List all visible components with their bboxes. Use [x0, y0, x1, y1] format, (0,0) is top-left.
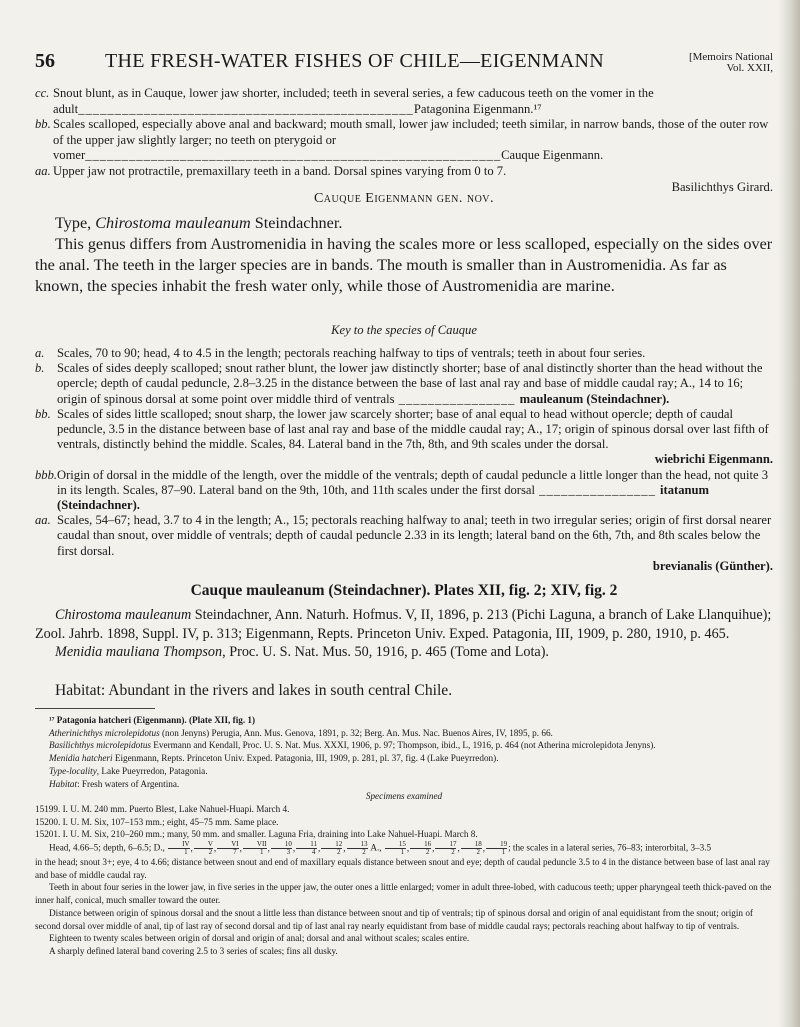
key-entry-taxon: brevianalis (Günther). [652, 558, 773, 573]
fin-fraction: $\frac{13}{2}$ [347, 841, 368, 856]
specimen-line: 15201. I. U. M. Six, 210–260 mm.; many, 50 mm. and smaller. Laguna Fria, draining into Lake Nahuel-Huapi. March 8. [35, 829, 478, 840]
fin-fraction: $\frac{15}{1}$ [385, 841, 406, 856]
key-entry: cc. Snout blunt, as in Cauque, lower jaw shorter, included; teeth in several series, a few caducous teeth on the vomer in the adult______________________________________________Patagonina Eigenmann.¹⁷ [35, 86, 654, 116]
footnote-rule [35, 708, 155, 709]
species-key-heading: Key to the species of Cauque [331, 323, 477, 337]
fin-fraction: $\frac{VI}{7}$ [217, 841, 238, 856]
footnote-paragraph: Eighteen to twenty scales between origin of dorsal and origin of anal; dorsal and anal without scales; scales entire. [49, 933, 470, 944]
key-entry: b. Scales of sides deeply scalloped; snout rather blunt, the lower jaw distinctly shorter; base of anal distinctly shorter than the head without the opercle; depth of caudal peduncle, 2.8–3.25 in the distance between the base of last anal ray and base of middle caudal ray; A., 14 to 16; origin of spinous dorsal at some point over middle third of ventrals ________________ mauleanum (Steindachner). [35, 361, 763, 406]
fin-fraction: $\frac{19}{1}$ [486, 841, 507, 856]
synonym-entry: Menidia mauliana Thompson, Proc. U. S. Nat. Mus. 50, 1916, p. 465 (Tome and Lota). [55, 644, 549, 661]
page-number: 56 [35, 50, 55, 72]
genus-type-line: Type, Chirostoma mauleanum Steindachner. [55, 214, 343, 232]
fin-fraction: $\frac{18}{2}$ [461, 841, 482, 856]
fin-fraction: VII 1 [243, 841, 267, 856]
synonym-entry: Chirostoma mauleanum Steindachner, Ann. Naturh. Hofmus. V, II, 1896, p. 213 (Pichi Laguna, a branch of Lake Llanquihue); Zool. Jahrb. 1898, Suppl. IV, p. 313; Eigenmann, Repts. Princeton Univ. Exped. Patagonia, III, 1909, p. 280, 1910, p. 465. [35, 607, 772, 642]
fin-fraction: $\frac{16}{2}$ [410, 841, 431, 856]
key-entry: a. Scales, 70 to 90; head, 4 to 4.5 in the length; pectorals reaching halfway to tips of ventrals; teeth in about four series. [35, 346, 646, 360]
key-entry-taxon: wiebrichi Eigenmann. [654, 452, 773, 467]
species-heading: Cauque mauleanum (Steindachner). Plates XII, fig. 2; XIV, fig. 2 [190, 582, 618, 599]
fin-fraction: $\frac{12}{2}$ [321, 841, 342, 856]
genus-key-continued [35, 86, 773, 195]
fin-fraction: $\frac{10}{3}$ [271, 841, 292, 856]
footnote-line: Type-locality, Lake Pueyrredon, Patagonia. [49, 765, 208, 776]
dorsal-formula: $\frac{IV}{1}$ , $\frac{V}{2}$ , $\frac{VI}{7}$ , VII 1 , $\frac{10}{3}$ , $\frac{11}{4}$ , $\frac{12}{2}$ , $\frac{13}{2}$ [167, 843, 368, 853]
key-entry: bb. Scales scalloped, especially above anal and backward; mouth small, lower jaw included; teeth similar, in narrow bands, those of the outer row of the upper jaw slightly larger; no teeth on pterygoid or vomer_________________________________________________________Cauque Eigenmann. [35, 117, 769, 163]
running-header [35, 50, 773, 80]
scan-edge-shadow [778, 0, 800, 1027]
footnote-line: Atherinichthys microlepidotus (non Jenyns) Perugia, Ann. Mus. Genova, 1891, p. 32; Berg. An. Mus. Nac. Buenos Aires, IV, 1895, p. 66. [49, 727, 553, 738]
key-entry: aa. Scales, 54–67; head, 3.7 to 4 in the length; A., 15; pectorals reaching halfway to anal; teeth in two irregular series; origin of first dorsal nearer caudal than snout, over middle of ventrals; depth of caudal peduncle 2.33 in its length; lateral band on the 6th, 7th, and 8th scales below the first dorsal. [35, 513, 772, 558]
genus-text: This genus differs from Austromenidia in having the scales more or less scalloped, especially on the sides over the anal. The teeth in the larger species are in bands. The mouth is smaller than in Austromenidia. As far as known, the species inhabit the fresh water only, while those of Austromenidia are marine. [35, 235, 773, 295]
fin-formula: Head, 4.66–5; depth, 6–6.5; D., $\frac{IV}{1}$ , $\frac{V}{2}$ , $\frac{VI}{7}$ , VII 1 , $\frac{10}{3}$ , $\frac{11}{4}$ , $\frac{12}{2}$ , $\frac{13}{2}$ A., $\frac{15}{1}$ , $\frac{16}{2}$ , $\frac{17}{2}$ , $\frac{18}{2}$ , $\frac{19}{1}$ ; the scales in a lateral series, 76–83; interorbital, 3–3.5 [49, 840, 712, 857]
footnote-line: Habitat: Fresh waters of Argentina. [49, 778, 180, 789]
specimens-heading: Specimens examined [365, 791, 443, 802]
footnote-paragraph: A sharply defined lateral band covering 2.5 to 3 series of scales; fins all dusky. [49, 945, 338, 956]
series-line-1: [Memoirs National [688, 51, 773, 63]
footnote-title: ¹⁷ Patagonia hatcheri (Eigenmann). (Plate XII, fig. 1) [49, 715, 256, 725]
footnote-paragraph: in the head; snout 3+; eye, 4 to 4.66; distance between snout and end of maxillary equals distance between snout and eye; depth of caudal peduncle 3.5 to 4 in the distance between base of last anal ray and base of middle caudal ray. [35, 857, 770, 880]
genus-description [35, 213, 773, 297]
fin-fraction: $\frac{V}{2}$ [194, 841, 213, 856]
footnote-paragraph: Distance between origin of spinous dorsal and the snout a little less than distance between snout and tip of ventrals; tip of spinous dorsal and origin of anal equidistant from the snout; origin of second dorsal over middle of anal, tip of last ray of second dorsal and tip of last anal ray nearly equidistant from base of middle caudal rays; pectorals reaching about halfway to tip of ventrals. [35, 907, 753, 931]
fin-fraction: $\frac{IV}{1}$ [168, 841, 189, 856]
anal-formula: $\frac{15}{1}$ , $\frac{16}{2}$ , $\frac{17}{2}$ , $\frac{18}{2}$ , $\frac{19}{1}$ [384, 843, 508, 853]
series-info [689, 52, 773, 74]
fin-fraction: $\frac{11}{4}$ [296, 841, 317, 856]
habitat-line: Habitat: Abundant in the rivers and lakes in south central Chile. [55, 682, 453, 699]
footnote-paragraph: Teeth in about four series in the lower jaw, in five series in the upper jaw, the outer ones a little enlarged; vomer in adult three-lobed, with caducous teeth; upper pharyngeal teeth thick-paved on the inner half, conical, much smaller toward the outer. [35, 882, 772, 906]
key-entry: aa. Upper jaw not protractile, premaxillary teeth in a band. Dorsal spines varying from 0 to 7. [35, 163, 507, 178]
species-key [35, 346, 773, 574]
genus-heading: Cauque Eigenmann gen. nov. [313, 191, 495, 206]
specimen-line: 15199. I. U. M. 240 mm. Puerto Blest, Lake Nahuel-Huapi. March 4. [35, 803, 290, 814]
footnote-line: Menidia hatcheri Eigenmann, Repts. Princeton Univ. Exped. Patagonia, III, 1909, p. 281, pl. 37, fig. 4 (Lake Pueyrredon). [49, 753, 499, 764]
key-entry: bb. Scales of sides little scalloped; snout sharp, the lower jaw scarcely shorter; base of anal equal to head without opercle; depth of caudal peduncle, 3.5 in the distance between base of last anal ray and base of the middle caudal ray; A., 17; origin of spinous dorsal over last fifth of ventrals, distinctly behind the middle. Scales, 84. Lateral band in the 7th, 8th, and 9th scales under the dorsal. [35, 406, 769, 452]
footnote [35, 714, 773, 958]
footnote-line: Basilichthys microlepidotus Evermann and Kendall, Proc. U. S. Nat. Mus. XXXI, 1906, p. 97; Thompson, ibid., L, 1916, p. 464 (not Atherina microlepidota Jenyns). [49, 740, 656, 751]
key-entry: bbb.Origin of dorsal in the middle of the length, over the middle of the ventrals; depth of caudal peduncle a little longer than the head, not quite 3 in its length. Scales, 87–90. Lateral band on the 9th, 10th, and 11th scales under the first dorsal ________________ itatanum (Steindachner). [35, 467, 768, 513]
series-line-2: Vol. XXII, [726, 62, 773, 74]
fin-fraction: $\frac{17}{2}$ [435, 841, 456, 856]
key-entry-taxon: Basilichthys Girard. [671, 179, 773, 194]
specimen-line: 15200. I. U. M. Six, 107–153 mm.; eight, 45–75 mm. Same place. [35, 816, 279, 827]
synonymy [35, 606, 773, 662]
running-title: THE FRESH-WATER FISHES OF CHILE—EIGENMANN [105, 50, 604, 72]
